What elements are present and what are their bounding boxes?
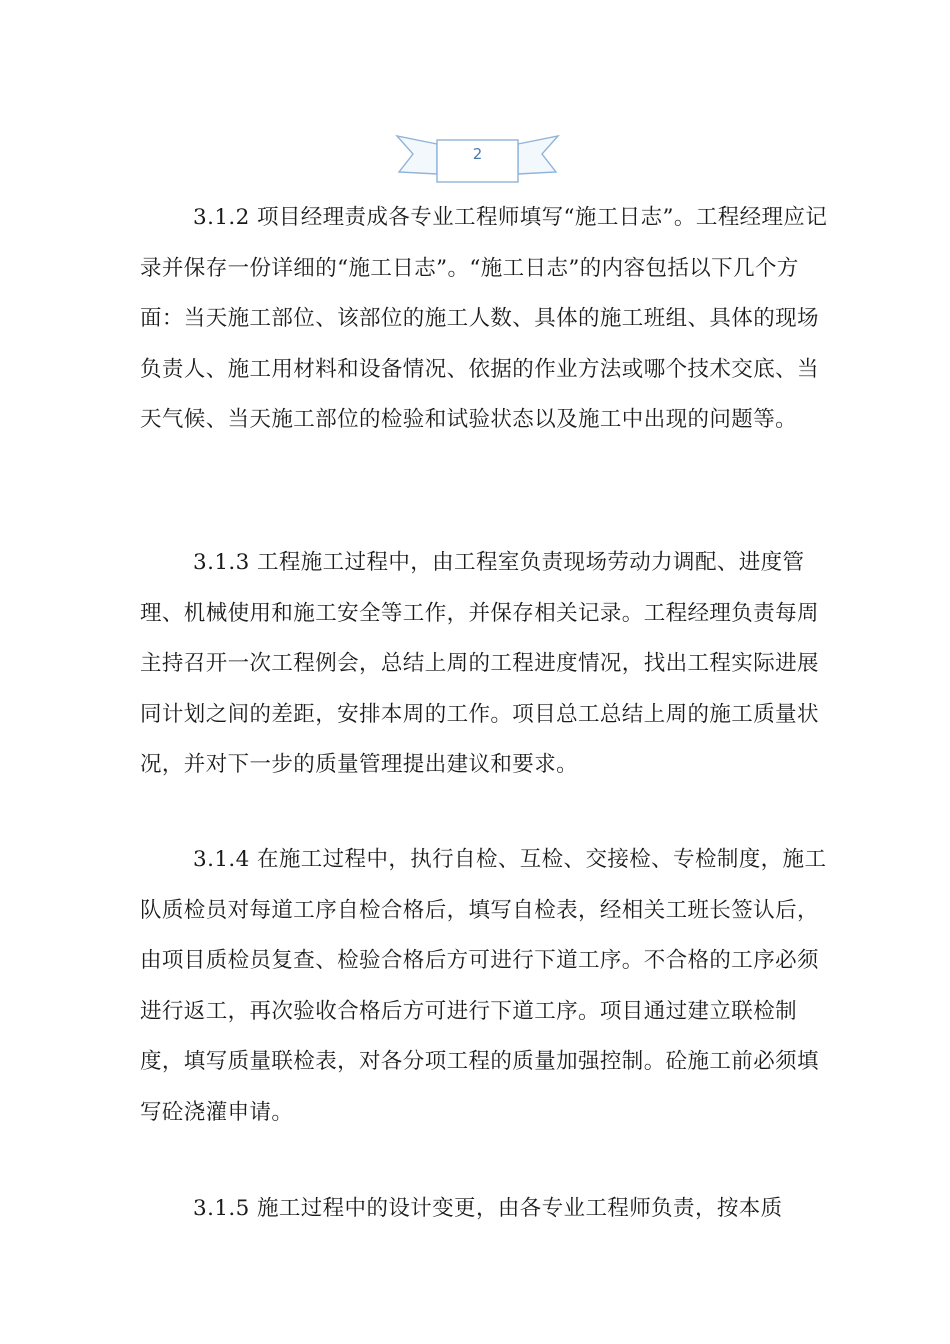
paragraph-3-1-2-container [140, 193, 828, 446]
paragraph-3-1-5: 3.1.5 施工过程中的设计变更，由各专业工程师负责，按本质 [193, 1196, 783, 1221]
page-number-banner [395, 130, 560, 186]
paragraph-3-1-3-container [140, 538, 828, 791]
page-number: 2 [472, 145, 483, 163]
paragraph-3-1-3: 3.1.3 工程施工过程中，由工程室负责现场劳动力调配、进度管理、机械使用和施工安全等工作，并保存相关记录。工程经理负责每周主持召开一次工程例会，总结上周的工程进度情况，找出工程实际进展同计划之间的差距，安排本周的工作。项目总工总结上周的施工质量状况，并对下一步的质量管理提出建议和要求。 [140, 550, 819, 777]
paragraph-3-1-5-container [140, 1184, 828, 1235]
paragraph-3-1-4: 3.1.4 在施工过程中，执行自检、互检、交接检、专检制度，施工队质检员对每道工序自检合格后，填写自检表，经相关工班长签认后，由项目质检员复查、检验合格后方可进行下道工序。不合格的工序必须进行返工，再次验收合格后方可进行下道工序。项目通过建立联检制度，填写质量联检表，对各分项工程的质量加强控制。砼施工前必须填写砼浇灌申请。 [140, 847, 827, 1125]
paragraph-3-1-4-container [140, 835, 828, 1138]
paragraph-3-1-2: 3.1.2 项目经理责成各专业工程师填写“施工日志”。工程经理应记录并保存一份详细的“施工日志”。“施工日志”的内容包括以下几个方面：当天施工部位、该部位的施工人数、具体的施工班组、具体的现场负责人、施工用材料和设备情况、依据的作业方法或哪个技术交底、当天气候、当天施工部位的检验和试验状态以及施工中出现的问题等。 [140, 205, 828, 432]
